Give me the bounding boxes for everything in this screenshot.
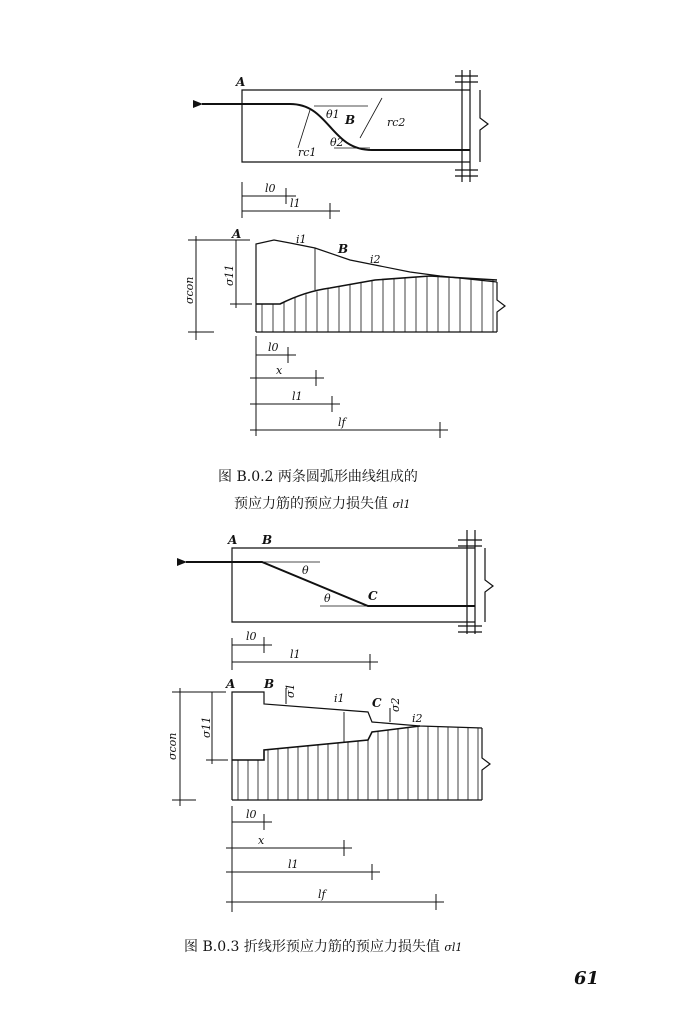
- page-number: 61: [574, 968, 600, 989]
- fig2-diag-C: C: [372, 696, 382, 710]
- fig1-dim-l1-bottom: l1: [292, 390, 303, 403]
- fig1-diag-sigmacon: σcon: [183, 276, 196, 304]
- fig1-dim-l1: l1: [290, 197, 301, 210]
- fig2-hatch: [238, 726, 478, 800]
- figure-b03: [166, 530, 493, 912]
- fig1-label-theta1: θ1: [326, 108, 340, 121]
- fig1-dim-lf: lf: [338, 416, 346, 429]
- fig1-bottom-dimensions: [250, 336, 448, 438]
- figure-b02-caption-line2: [234, 493, 410, 513]
- fig2-dim-l1-bottom: l1: [288, 858, 299, 871]
- figure-b02-caption-symbol: σl1: [392, 498, 411, 511]
- fig1-label-theta2: θ2: [330, 136, 344, 149]
- fig2-dim-l1: l1: [290, 648, 301, 661]
- fig1-diag-B: B: [338, 242, 349, 256]
- fig2-diag-B: B: [264, 677, 275, 691]
- fig2-diag-sigmacon: σcon: [166, 732, 179, 760]
- fig2-diag-sigma1: σ1: [284, 683, 297, 698]
- figure-b02-caption-line1: 图 B.0.2 两条圆弧形曲线组成的: [218, 469, 418, 485]
- fig1-diag-sigma11: σ11: [223, 264, 236, 286]
- fig2-diag-A: A: [226, 677, 236, 691]
- figure-b02: [183, 70, 505, 438]
- fig1-diag-i1: i1: [296, 233, 307, 246]
- fig2-loss-diagram: [232, 692, 490, 800]
- fig2-label-A: A: [228, 533, 238, 547]
- fig1-diag-A: A: [232, 227, 242, 241]
- fig1-hatch: [262, 276, 493, 332]
- fig2-diag-i2: i2: [412, 712, 423, 725]
- fig2-dim-lf: lf: [318, 888, 326, 901]
- fig2-diag-sigma2: σ2: [389, 697, 402, 712]
- fig2-bottom-dimensions: [226, 806, 444, 912]
- fig2-dim-l0-bottom: l0: [246, 808, 257, 821]
- fig1-label-A: A: [236, 75, 246, 89]
- fig1-beam: [242, 70, 488, 182]
- figure-b03-caption-symbol: σl1: [444, 941, 463, 954]
- fig1-dim-l0-bottom: l0: [268, 341, 279, 354]
- fig1-label-rc2: rc2: [387, 116, 406, 129]
- fig2-diag-sigma11: σ11: [200, 716, 213, 738]
- figure-b02-caption-text: 预应力筋的预应力损失值: [234, 496, 388, 512]
- fig2-dim-x: x: [258, 834, 265, 847]
- fig1-label-B: B: [345, 113, 356, 127]
- fig2-diag-i1: i1: [334, 692, 345, 705]
- fig1-dim-l0: l0: [265, 182, 276, 195]
- fig1-label-rc1: rc1: [298, 146, 317, 159]
- fig2-label-C: C: [368, 589, 378, 603]
- fig2-tendon: [232, 562, 475, 606]
- figure-b03-caption-text: 图 B.0.3 折线形预应力筋的预应力损失值: [184, 939, 440, 955]
- fig1-tendon: [242, 104, 470, 150]
- fig2-label-theta-a: θ: [302, 564, 309, 577]
- figure-b03-caption: [184, 936, 462, 956]
- fig1-dim-x: x: [276, 364, 283, 377]
- fig2-label-B: B: [262, 533, 273, 547]
- fig2-label-theta-b: θ: [324, 592, 331, 605]
- fig1-diag-i2: i2: [370, 253, 381, 266]
- fig1-side-dimensions: [188, 236, 252, 340]
- fig2-dim-l0: l0: [246, 630, 257, 643]
